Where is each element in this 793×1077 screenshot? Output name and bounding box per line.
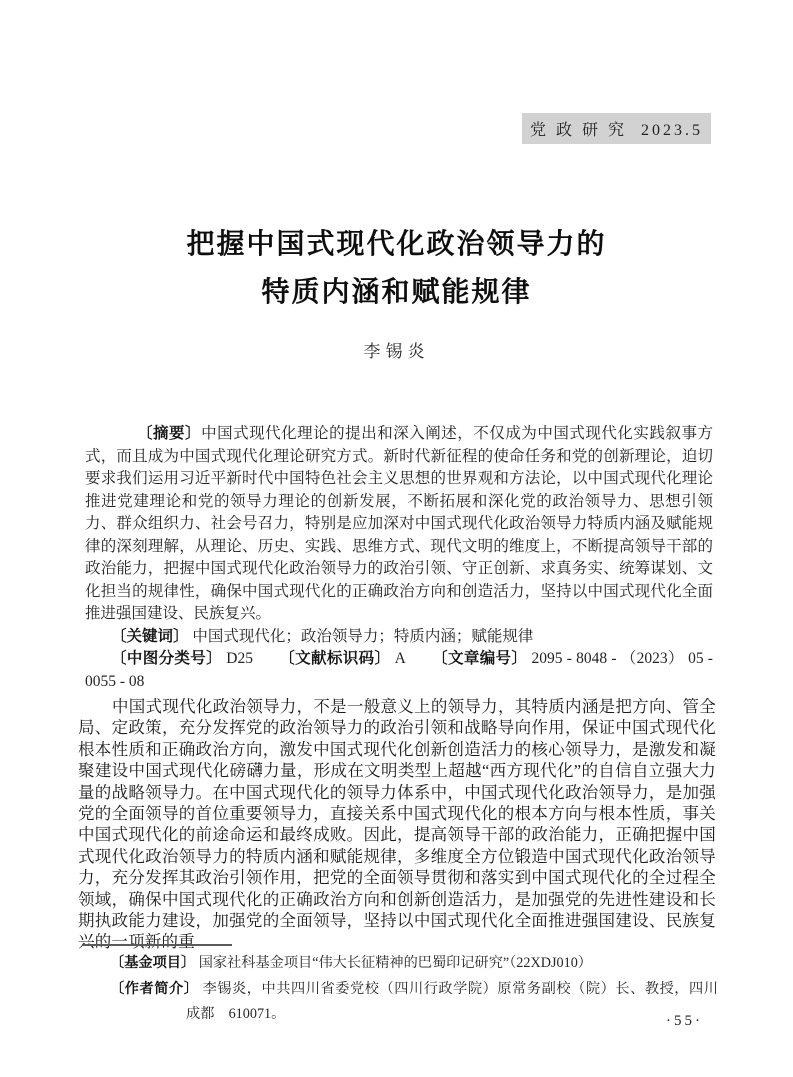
abstract-label: 〔摘要〕 [137,425,202,442]
fund-project-label: 〔基金项目〕 [110,955,196,971]
article-title [0,221,793,317]
article-title-line2: 特质内涵和赋能规律 [261,277,532,308]
body-text-section [78,696,716,953]
abstract-text: 中国式现代化理论的提出和深入阐述，不仅成为中国式现代化实践叙事方式，而且成为中国式现代化理论研究方式。新时代新征程的使命任务和党的创新理论，迫切要求我们运用习近平新时代中国特色社会主义思想的世界观和方法论，以中国式现代化理论推进党建理论和党的领导力理论的创新发展，不断拓展和深化党的政治领导力、思想引领力、群众组织力、社会号召力，特别是应加深对中国式现代化政治领导力特质内涵及赋能规律的深刻理解，从理论、历史、实践、思维方式、现代文明的维度上，不断提高领导干部的政治能力，把握中国式现代化政治领导力的政治引领、守正创新、求真务实、统筹谋划、文化担当的规律性，确保中国式现代化的正确政治方向和创造活力，坚持以中国式现代化全面推进强国建设、民族复兴。 [85,425,713,622]
body-paragraph: 中国式现代化政治领导力，不是一般意义上的领导力，其特质内涵是把方向、管全局、定政策，充分发挥党的政治领导力的政治引领和战略导向作用，保证中国式现代化根本性质和正确政治方向，激发中国式现代化创新创造活力的核心领导力，是激发和凝聚建设中国式现代化磅礴力量，形成在文明类型上超越“西方现代化”的自信自立强大力量的战略领导力。在中国式现代化的领导力体系中，中国式现代化政治领导力，是加强党的全面领导的首位重要领导力，直接关系中国式现代化的根本方向与根本性质，事关中国式现代化的前途命运和最终成败。因此，提高领导干部的政治能力，正确把握中国式现代化政治领导力的特质内涵和赋能规律，多维度全方位锻造中国式现代化政治领导力，充分发挥其政治引领作用，把党的全面领导贯彻和落实到中国式现代化的全过程全领域，确保中国式现代化的正确政治方向和创新创造活力，是加强党的先进性建设和长期执政能力建设，加强党的全面领导，坚持以中国式现代化全面推进强国建设、民族复兴的一项新的重 [78,697,716,952]
article-title-line1: 把握中国式现代化政治领导力的 [186,229,607,260]
journal-header-banner [522,113,711,144]
article-id-value: 2095 - 8048 - （2023） 05 - 0055 - 08 [85,650,713,690]
article-id-label: 〔文章编号〕 [431,650,528,667]
article-author: 李锡炎 [363,342,430,361]
abstract-paragraph [85,423,713,626]
keywords-line [85,626,713,649]
clc-label: 〔中图分类号〕 [111,650,223,667]
keywords-label: 〔关键词〕 [111,627,189,645]
doc-code-value: A [394,650,406,667]
author-bio-text: 李锡炎，中共四川省委党校（四川行政学院）原常务副校（院）长、教授，四川 成都 610071。 [186,980,733,1022]
page-number: ·55· [666,1013,703,1029]
author-bio-label: 〔作者简介〕 [110,980,199,997]
footnote-divider [82,944,232,946]
fund-project-note [110,951,718,977]
clc-value: D25 [226,650,253,667]
footnotes-section [110,951,733,1028]
keywords-text: 中国式现代化；政治领导力；特质内涵；赋能规律 [192,627,534,645]
classification-line [85,648,713,693]
fund-project-text: 国家社科基金项目“伟大长征精神的巴蜀印记研究”（22XDJ010） [198,955,592,971]
author-bio-note [110,977,733,1028]
journal-name-and-issue: 党 政 研 究 2023.5 [529,122,703,139]
abstract-section [85,423,713,693]
doc-code-label: 〔文献标识码〕 [278,650,391,667]
